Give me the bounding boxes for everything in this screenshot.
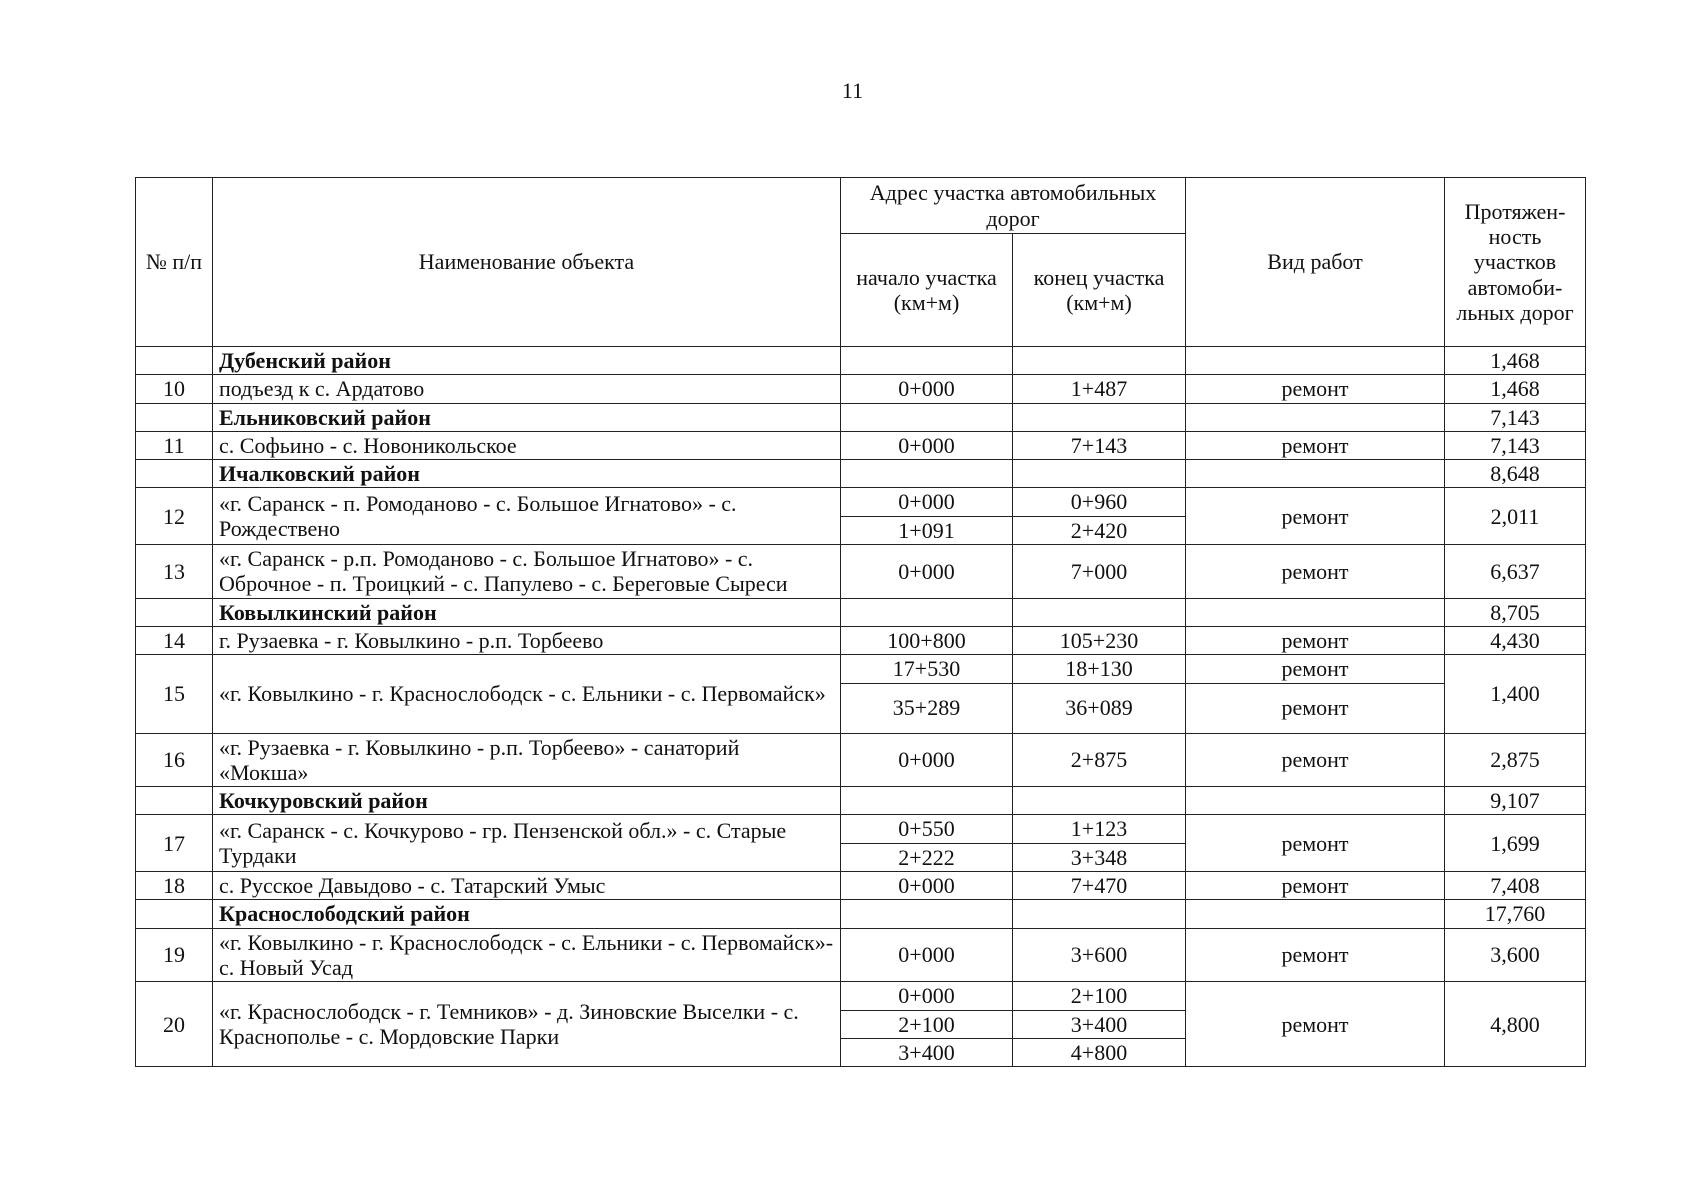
row-number: 20 bbox=[136, 982, 213, 1067]
object-name: с. Русское Давыдово - с. Татарский Умыс bbox=[213, 872, 841, 900]
end-value: 2+875 bbox=[1013, 733, 1186, 787]
length-value: 4,430 bbox=[1445, 626, 1586, 654]
end-value: 1+123 bbox=[1013, 815, 1186, 843]
district-row bbox=[136, 787, 1586, 815]
end-value: 1+487 bbox=[1013, 375, 1186, 403]
start-value: 17+530 bbox=[841, 655, 1013, 683]
work-type: ремонт bbox=[1186, 982, 1445, 1067]
start-value: 2+222 bbox=[841, 843, 1013, 871]
object-name: «г. Саранск - п. Ромоданово - с. Большое Игнатово» - с. Рождествено bbox=[213, 488, 841, 545]
row-number: 12 bbox=[136, 488, 213, 545]
length-value: 9,107 bbox=[1445, 787, 1586, 815]
object-name: «г. Рузаевка - г. Ковылкино - р.п. Торбеево» - санаторий «Мокша» bbox=[213, 733, 841, 787]
length-value: 17,760 bbox=[1445, 900, 1586, 928]
table-row bbox=[136, 655, 1586, 683]
table-row bbox=[136, 928, 1586, 982]
work-type: ремонт bbox=[1186, 733, 1445, 787]
table-row bbox=[136, 733, 1586, 787]
district-name: Ичалковский район bbox=[213, 460, 841, 488]
header-start: начало участка (км+м) bbox=[841, 234, 1013, 347]
length-value: 1,468 bbox=[1445, 347, 1586, 375]
length-value: 1,468 bbox=[1445, 375, 1586, 403]
end-value: 18+130 bbox=[1013, 655, 1186, 683]
work-type: ремонт bbox=[1186, 545, 1445, 599]
district-name: Ельниковский район bbox=[213, 403, 841, 431]
work-type: ремонт bbox=[1186, 872, 1445, 900]
start-value: 0+550 bbox=[841, 815, 1013, 843]
length-value: 3,600 bbox=[1445, 928, 1586, 982]
row-number: 16 bbox=[136, 733, 213, 787]
row-number: 10 bbox=[136, 375, 213, 403]
table-row bbox=[136, 375, 1586, 403]
length-value: 1,699 bbox=[1445, 815, 1586, 872]
row-number: 19 bbox=[136, 928, 213, 982]
length-value: 8,648 bbox=[1445, 460, 1586, 488]
header-address: Адрес участка автомобильных дорог bbox=[841, 178, 1186, 234]
work-type: ремонт bbox=[1186, 815, 1445, 872]
end-value: 3+348 bbox=[1013, 843, 1186, 871]
end-value: 105+230 bbox=[1013, 626, 1186, 654]
start-value: 3+400 bbox=[841, 1038, 1013, 1066]
row-number: 18 bbox=[136, 872, 213, 900]
table-row bbox=[136, 872, 1586, 900]
district-row bbox=[136, 347, 1586, 375]
header-length: Протяжен-ность участков автомоби-льных дорог bbox=[1445, 178, 1586, 347]
header-work: Вид работ bbox=[1186, 178, 1445, 347]
end-value: 2+420 bbox=[1013, 516, 1186, 544]
object-name: подъезд к с. Ардатово bbox=[213, 375, 841, 403]
end-value: 3+400 bbox=[1013, 1010, 1186, 1038]
length-value: 7,408 bbox=[1445, 872, 1586, 900]
row-number: 13 bbox=[136, 545, 213, 599]
table-row bbox=[136, 815, 1586, 843]
start-value: 0+000 bbox=[841, 431, 1013, 459]
object-name: «г. Саранск - с. Кочкурово - гр. Пензенской обл.» - с. Старые Турдаки bbox=[213, 815, 841, 872]
end-value: 7+143 bbox=[1013, 431, 1186, 459]
header-end: конец участка (км+м) bbox=[1013, 234, 1186, 347]
length-value: 2,011 bbox=[1445, 488, 1586, 545]
work-type: ремонт bbox=[1186, 928, 1445, 982]
page-number: 11 bbox=[841, 78, 864, 103]
start-value: 0+000 bbox=[841, 488, 1013, 516]
work-type: ремонт bbox=[1186, 375, 1445, 403]
table-row bbox=[136, 431, 1586, 459]
object-name: «г. Ковылкино - г. Краснослободск - с. Ельники - с. Первомайск» bbox=[213, 655, 841, 733]
table-row bbox=[136, 545, 1586, 599]
start-value: 0+000 bbox=[841, 928, 1013, 982]
end-value: 7+470 bbox=[1013, 872, 1186, 900]
end-value: 7+000 bbox=[1013, 545, 1186, 599]
district-row bbox=[136, 460, 1586, 488]
length-value: 8,705 bbox=[1445, 598, 1586, 626]
roads-table bbox=[135, 177, 1586, 1067]
end-value: 3+600 bbox=[1013, 928, 1186, 982]
start-value: 2+100 bbox=[841, 1010, 1013, 1038]
work-type: ремонт bbox=[1186, 431, 1445, 459]
table-row bbox=[136, 626, 1586, 654]
row-number: 17 bbox=[136, 815, 213, 872]
end-value: 4+800 bbox=[1013, 1038, 1186, 1066]
start-value: 100+800 bbox=[841, 626, 1013, 654]
object-name: «г. Саранск - р.п. Ромоданово - с. Большое Игнатово» - с. Оброчное - п. Троицкий - с. Папулево - с. Береговые Сыреси bbox=[213, 545, 841, 599]
end-value: 0+960 bbox=[1013, 488, 1186, 516]
length-value: 2,875 bbox=[1445, 733, 1586, 787]
work-type: ремонт bbox=[1186, 683, 1445, 733]
start-value: 0+000 bbox=[841, 375, 1013, 403]
end-value: 2+100 bbox=[1013, 982, 1186, 1010]
object-name: г. Рузаевка - г. Ковылкино - р.п. Торбеево bbox=[213, 626, 841, 654]
district-name: Ковылкинский район bbox=[213, 598, 841, 626]
end-value: 36+089 bbox=[1013, 683, 1186, 733]
district-name: Дубенский район bbox=[213, 347, 841, 375]
district-name: Краснослободский район bbox=[213, 900, 841, 928]
start-value: 35+289 bbox=[841, 683, 1013, 733]
length-value: 7,143 bbox=[1445, 431, 1586, 459]
start-value: 0+000 bbox=[841, 872, 1013, 900]
table-row bbox=[136, 982, 1586, 1010]
length-value: 6,637 bbox=[1445, 545, 1586, 599]
object-name: «г. Ковылкино - г. Краснослободск - с. Ельники - с. Первомайск»- с. Новый Усад bbox=[213, 928, 841, 982]
row-number: 11 bbox=[136, 431, 213, 459]
object-name: «г. Краснослободск - г. Темников» - д. Зиновские Выселки - с. Краснополье - с. Мордовские Парки bbox=[213, 982, 841, 1067]
header-number: № п/п bbox=[136, 178, 213, 347]
table-row bbox=[136, 488, 1586, 516]
work-type: ремонт bbox=[1186, 655, 1445, 683]
header-name: Наименование объекта bbox=[213, 178, 841, 347]
work-type: ремонт bbox=[1186, 488, 1445, 545]
district-row bbox=[136, 598, 1586, 626]
length-value: 4,800 bbox=[1445, 982, 1586, 1067]
start-value: 1+091 bbox=[841, 516, 1013, 544]
length-value: 1,400 bbox=[1445, 655, 1586, 733]
district-row bbox=[136, 900, 1586, 928]
start-value: 0+000 bbox=[841, 733, 1013, 787]
district-name: Кочкуровский район bbox=[213, 787, 841, 815]
start-value: 0+000 bbox=[841, 545, 1013, 599]
length-value: 7,143 bbox=[1445, 403, 1586, 431]
work-type: ремонт bbox=[1186, 626, 1445, 654]
object-name: с. Софьино - с. Новоникольское bbox=[213, 431, 841, 459]
district-row bbox=[136, 403, 1586, 431]
start-value: 0+000 bbox=[841, 982, 1013, 1010]
row-number: 14 bbox=[136, 626, 213, 654]
row-number: 15 bbox=[136, 655, 213, 733]
